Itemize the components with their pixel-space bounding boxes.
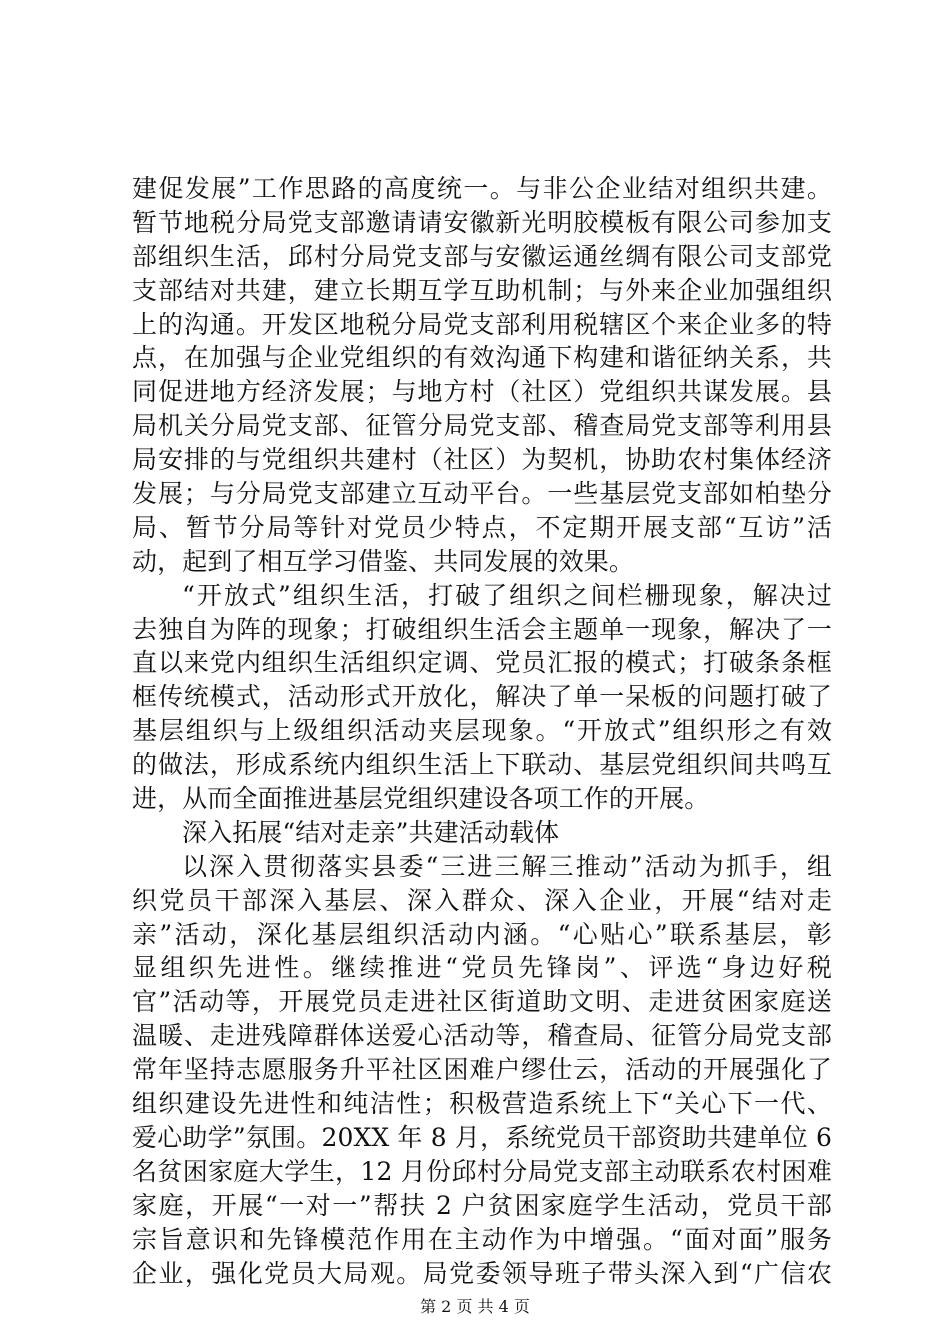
text-line: 发展；与分局党支部建立互动平台。一些基层党支部如柏垫分 [132,479,832,509]
text-line: 进，从而全面推进基层党组织建设各项工作的开展。 [132,784,710,814]
text-line: 组织建设先进性和纯洁性；积极营造系统上下“关心下一代、 [132,1089,832,1119]
text-line: 框传统模式，活动形式开放化，解决了单一呆板的问题打破了 [132,682,832,712]
text-line: 支部结对共建，建立长期互学互助机制；与外来企业加强组织 [132,275,832,305]
text-line: 上的沟通。开发区地税分局党支部利用税辖区个来企业多的特 [132,309,832,339]
text-line: 直以来党内组织生活组织定调、党员汇报的模式；打破条条框 [132,648,832,678]
text-line: 爱心助学”氛围。20XX 年 8 月，系统党员干部资助共建单位 6 [132,1122,832,1152]
text-line: “开放式”组织生活，打破了组织之间栏栅现象，解决过 [182,580,832,610]
text-line: 常年坚持志愿服务升平社区困难户缪仕云，活动的开展强化了 [132,1055,832,1085]
body-text [132,172,832,1290]
text-line: 温暖、走进残障群体送爱心活动等，稽查局、征管分局党支部 [132,1021,832,1051]
text-line: 织党员干部深入基层、深入群众、深入企业，开展“结对走 [132,885,832,915]
text-line: 局、暂节分局等针对党员少特点，不定期开展支部“互访”活 [132,512,832,542]
text-line: 建促发展”工作思路的高度统一。与非公企业结对组织共建。 [132,174,832,203]
text-line: 局机关分局党支部、征管分局党支部、稽查局党支部等利用县 [132,411,832,441]
text-line: 局安排的与党组织共建村（社区）为契机，协助农村集体经济 [132,445,832,475]
text-line: 同促进地方经济发展；与地方村（社区）党组织共谋发展。县 [132,377,832,407]
text-line: 宗旨意识和先锋模范作用在主动作为中增强。“面对面”服务 [132,1224,832,1254]
text-line: 官”活动等，开展党员走进社区街道助文明、走进贫困家庭送 [132,987,832,1017]
text-line: 以深入贯彻落实县委“三进三解三推动”活动为抓手，组 [182,851,832,881]
text-line: 点，在加强与企业党组织的有效沟通下构建和谐征纳关系，共 [132,343,832,373]
text-line: 基层组织与上级组织活动夹层现象。“开放式”组织形之有效 [132,716,832,746]
text-line: 名贫困家庭大学生，12 月份邱村分局党支部主动联系农村困难 [132,1156,832,1186]
text-line: 企业，强化党员大局观。局党委领导班子带头深入到“广信农 [132,1258,832,1288]
text-line: 暂节地税分局党支部邀请请安徽新光明胶模板有限公司参加支 [132,207,832,237]
text-line: 的做法，形成系统内组织生活上下联动、基层党组织间共鸣互 [132,750,832,780]
text-line: 家庭，开展“一对一”帮扶 2 户贫困家庭学生活动，党员干部 [132,1190,832,1220]
text-line: 动，起到了相互学习借鉴、共同发展的效果。 [132,546,635,576]
text-line: 显组织先进性。继续推进“党员先锋岗”、评选“身边好税 [132,953,832,983]
text-line: 去独自为阵的现象；打破组织生活会主题单一现象，解决了一 [132,614,832,644]
text-line: 亲”活动，深化基层组织活动内涵。“心贴心”联系基层，彰 [132,919,832,949]
text-line: 深入拓展“结对走亲”共建活动载体 [182,817,560,847]
text-line: 部组织生活，邱村分局党支部与安徽运通丝绸有限公司支部党 [132,241,832,271]
page-footer: 第 2 页 共 4 页 [420,1297,530,1316]
